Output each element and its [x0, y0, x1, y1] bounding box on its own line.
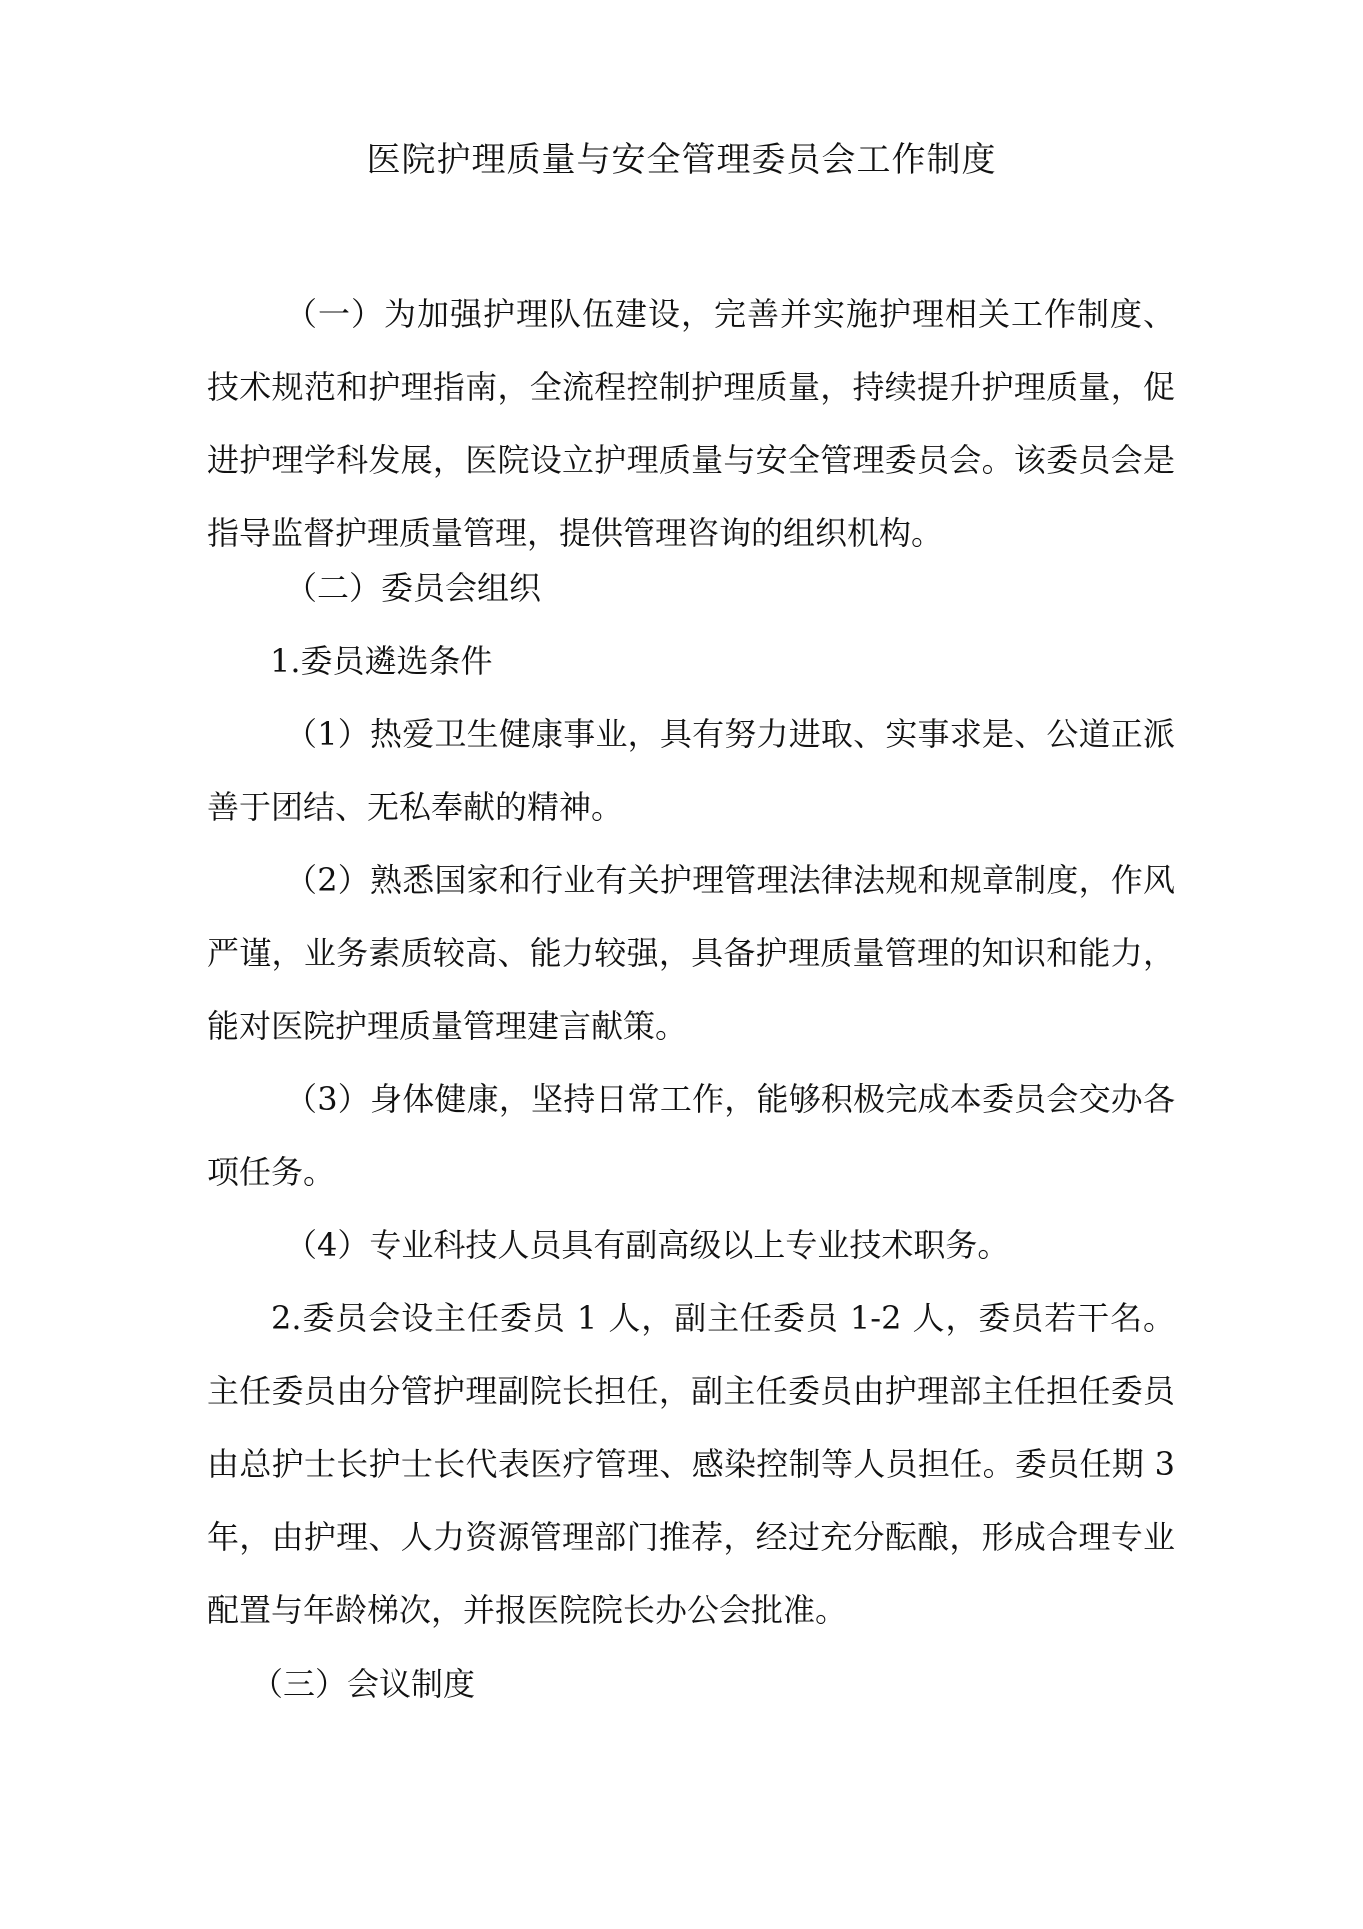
- subsection-2-1-heading: 1.委员遴选条件: [270, 642, 493, 680]
- condition-2-paragraph: （2）熟悉国家和行业有关护理管理法律法规和规章制度，作风严谨，业务素质较高、能力较强，具备护理质量管理的知识和能力，能对医院护理质量管理建言献策。: [207, 861, 1175, 1045]
- section-2-heading: （二）委员会组织: [285, 569, 542, 607]
- condition-4-paragraph: （4）专业科技人员具有副高级以上专业技术职务。: [285, 1226, 1010, 1264]
- subsection-2-2-paragraph: 2.委员会设主任委员 1 人，副主任委员 1-2 人，委员若干名。主任委员由分管护理副院长担任，副主任委员由护理部主任担任委员由总护士长护士长代表医疗管理、感染控制等人员担任。委员任期 3 年，由护理、人力资源管理部门推荐，经过充分酝酿，形成合理专业配置与年龄梯次，并报医院院长办公会批准。: [207, 1299, 1175, 1629]
- condition-1-paragraph: （1）热爱卫生健康事业，具有努力进取、实事求是、公道正派善于团结、无私奉献的精神。: [207, 715, 1175, 826]
- document-title: 医院护理质量与安全管理委员会工作制度: [366, 140, 997, 180]
- section-1-paragraph: （一）为加强护理队伍建设，完善并实施护理相关工作制度、技术规范和护理指南，全流程控制护理质量，持续提升护理质量，促进护理学科发展，医院设立护理质量与安全管理委员会。该委员会是指导监督护理质量管理，提供管理咨询的组织机构。: [207, 295, 1175, 552]
- condition-3-paragraph: （3）身体健康，坚持日常工作，能够积极完成本委员会交办各项任务。: [207, 1080, 1175, 1191]
- section-3-heading: （三）会议制度: [251, 1665, 476, 1703]
